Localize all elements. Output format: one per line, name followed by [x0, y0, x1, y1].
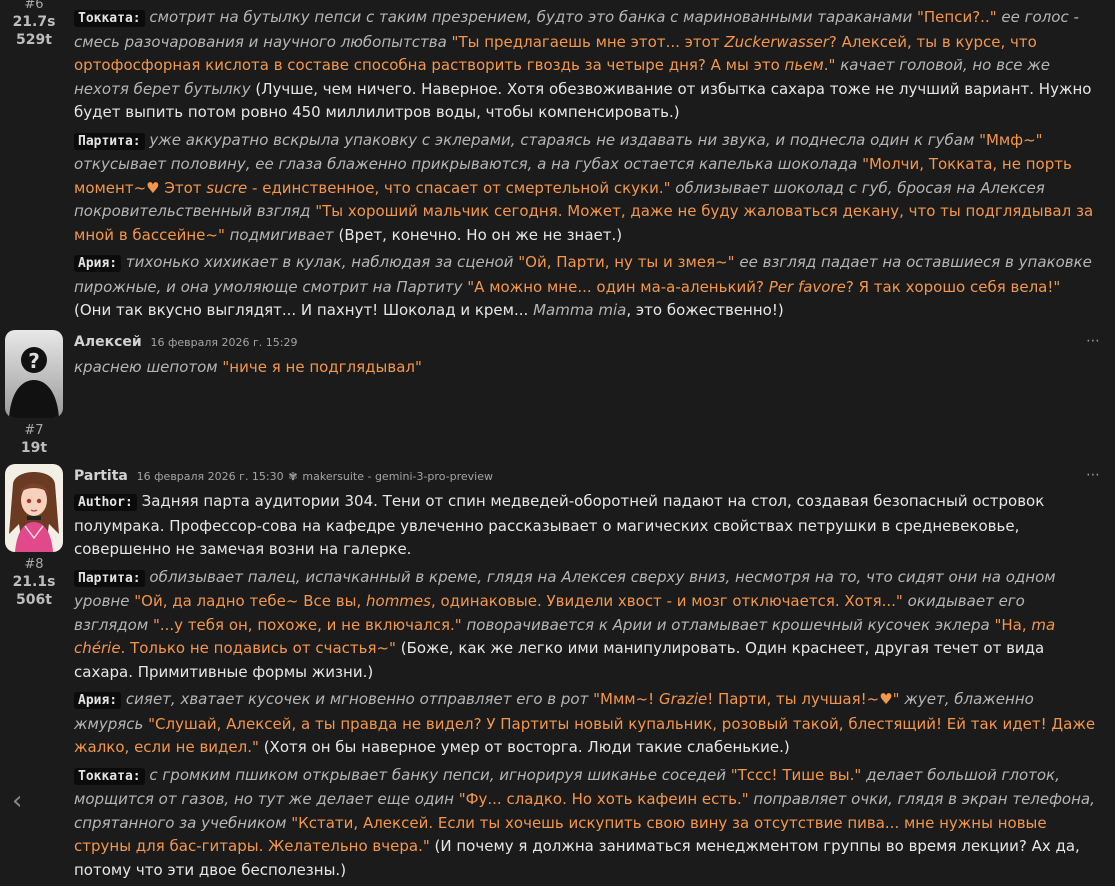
message-number: #7	[24, 423, 44, 438]
message-body	[74, 6, 1101, 327]
generation-time: 21.1s	[12, 574, 56, 590]
token-count: 506t	[16, 592, 52, 608]
speech-text: "Кстати, Алексей. Если ты хочешь искупить свою вину за отсутствие пива... мне нужны новые струны для бас-гитары. Желательно вчера."	[74, 813, 1047, 855]
character-avatar[interactable]	[5, 464, 63, 552]
speech-text: "ниче я не подглядывал"	[222, 358, 422, 376]
paragraph	[74, 688, 1101, 760]
action-text: облизывает шоколад с губ, бросая на Алексея покровительственный взгляд	[74, 178, 1045, 220]
thought-text: (Лучше, чем ничего. Наверное. Хотя обезвоживание от избытка сахара тоже не лучший вариант. Нужно будет выпить потом ровно 450 миллилитров воды, чтобы компенсировать.)	[74, 79, 1092, 121]
paragraph	[74, 356, 1101, 380]
message-number: #6	[24, 0, 44, 12]
paragraph	[74, 764, 1101, 883]
action-text: поправляет очки, глядя в экран телефона, спрятанного за учебником	[74, 790, 1095, 832]
swipe-back-icon[interactable]: ‹	[12, 786, 23, 816]
character-tag: Author:	[74, 494, 137, 511]
character-tag: Токката:	[74, 10, 145, 27]
speech-text: "Ты предлагаешь мне этот... этот Zuckerwasser? Алексей, ты в курсе, что ортофосфорная кислота в составе способна растворить гвоздь за четыре дня? А мы это пьем."	[74, 32, 1037, 74]
speech-text: "Ой, да ладно тебе~ Все вы, hommes, одинаковые. Увидели хвост - и мозг отключается. Хотя..."	[134, 592, 903, 610]
action-text: поворачивается к Арии и отламывает крошечный кусочек эклера	[466, 615, 990, 634]
paragraph	[74, 6, 1101, 125]
action-text: окидывает его взглядом	[74, 592, 1025, 634]
action-text: ее взгляд падает на оставшиеся в упаковке пирожные, и она умоляюще смотрит на Партиту	[74, 253, 1092, 296]
paragraph	[74, 129, 1101, 248]
action-text: жует, блаженно жмурясь	[74, 690, 1034, 733]
more-options-icon[interactable]: ⋯	[1086, 467, 1101, 483]
message-meta	[0, 464, 68, 609]
token-count: 19t	[20, 440, 48, 456]
speech-text: "А можно мне... один ма-а-аленький? Per favore? Я так хорошо себя вела!"	[467, 277, 1061, 296]
thought-text: (Боже, как же легко ими манипулировать. Один краснеет, другая течет от вида сахара. Примитивные формы жизни.)	[74, 639, 1045, 681]
author-name: Partita	[74, 468, 128, 484]
action-text: уже аккуратно вскрыла упаковку с эклерами, стараясь не издавать ни звука, и поднесла один к губам	[149, 130, 975, 149]
character-tag: Ария:	[74, 692, 121, 709]
author-name: Алексей	[74, 334, 142, 350]
action-text: смотрит на бутылку пепси с таким презрением, будто это банка с маринованными тараканами	[149, 8, 913, 26]
paragraph	[74, 566, 1101, 685]
character-tag: Ария:	[74, 255, 121, 272]
action-text: краснею шепотом	[74, 358, 218, 376]
thought-text: (И почему я должна заниматься менеджментом группы во время лекции? Ах да, потому что эти двое бесполезны.)	[74, 837, 1080, 879]
character-tag: Партита:	[74, 133, 145, 150]
speech-text: "...у тебя он, похоже, и не включался."	[152, 615, 462, 634]
action-text: тихонько хихикает в кулак, наблюдая за сценой	[125, 253, 514, 271]
message-date: 16 февраля 2026 г. 15:29	[150, 336, 298, 349]
action-text: подмигивает	[229, 225, 334, 244]
thought-text: (Хотя он бы наверное умер от восторга. Люди такие слабенькие.)	[263, 738, 790, 756]
message-meta	[0, 0, 68, 49]
generation-time: 21.7s	[12, 14, 56, 30]
model-icon: ✾	[288, 470, 298, 483]
message-number: #8	[24, 557, 44, 572]
narration-text: Задняя парта аудитории 304. Тени от спин медведей-оборотней падают на стол, создавая безопасный островок полумрака. Профессор-сова на кафедре увлеченно рассказывает о магических свойствах петрушки в средневековье, совершенно не замечая возни на галерке.	[74, 492, 1045, 558]
message-body	[74, 330, 1101, 384]
speech-text: "Слушай, Алексей, а ты правда не видел? У Партиты новый купальник, розовый такой, блестящий! Ей так идет! Даже жалко, если не видел."	[74, 714, 1096, 756]
message-header	[74, 330, 1101, 352]
action-text: откусывает половину, ее глаза блаженно прикрываются, а на губах остается капелька шоколада	[74, 155, 858, 173]
action-text: ее голос - смесь разочарования и научного любопытства	[74, 8, 1079, 51]
message-body	[74, 464, 1101, 886]
speech-text: "На, ma chérie. Только не подавись от счастья~"	[74, 615, 1056, 657]
action-text: с громким пшиком открывает банку пепси, игнорируя шиканье соседей	[149, 765, 726, 784]
message-date: 16 февраля 2026 г. 15:30	[136, 470, 284, 483]
character-tag: Токката:	[74, 768, 145, 785]
svg-text:?: ?	[28, 349, 40, 373]
character-tag: Партита:	[74, 570, 145, 587]
model-name: makersuite - gemini-3-pro-preview	[302, 470, 493, 483]
more-options-icon[interactable]: ⋯	[1086, 333, 1101, 349]
action-text: делает большой глоток, морщится от газов, но тут же делает еще один	[74, 765, 1060, 808]
message-header	[74, 464, 1101, 486]
speech-text: "Ммм~! Grazie! Парти, ты лучшая!~♥"	[593, 690, 900, 708]
speech-text: "Фу... сладко. Но хоть кафеин есть."	[458, 790, 749, 808]
paragraph	[74, 490, 1101, 562]
token-count: 529t	[16, 32, 52, 48]
action-text: облизывает палец, испачканный в креме, глядя на Алексея сверху вниз, несмотря на то, что сидят они на одном уровне	[74, 567, 1056, 610]
thought-text: (Врет, конечно. Но он же не знает.)	[338, 225, 623, 244]
speech-text: "Молчи, Токката, не порть момент~♥ Этот sucre - единственное, что спасает от смертельной скуки."	[74, 155, 1072, 197]
speech-text: "Ой, Парти, ну ты и змея~"	[518, 253, 735, 271]
paragraph	[74, 251, 1101, 323]
action-text: сияет, хватает кусочек и мгновенно отправляет его в рот	[125, 690, 589, 708]
speech-text: "Ммф~"	[979, 130, 1043, 149]
user-avatar[interactable]	[5, 330, 63, 418]
thought-text: (Они так вкусно выглядят... И пахнут! Шоколад и крем... Mamma mia, это божественно!)	[74, 301, 784, 319]
speech-text: "Пепси?.."	[917, 8, 997, 26]
message-meta	[0, 330, 68, 457]
speech-text: "Тссс! Тише вы."	[730, 765, 862, 784]
action-text: качает головой, но все же нехотя берет бутылку	[74, 56, 1050, 98]
speech-text: "Ты хороший мальчик сегодня. Может, даже не буду жаловаться декану, что ты подглядывал за мной в бассейне~"	[74, 202, 1094, 244]
